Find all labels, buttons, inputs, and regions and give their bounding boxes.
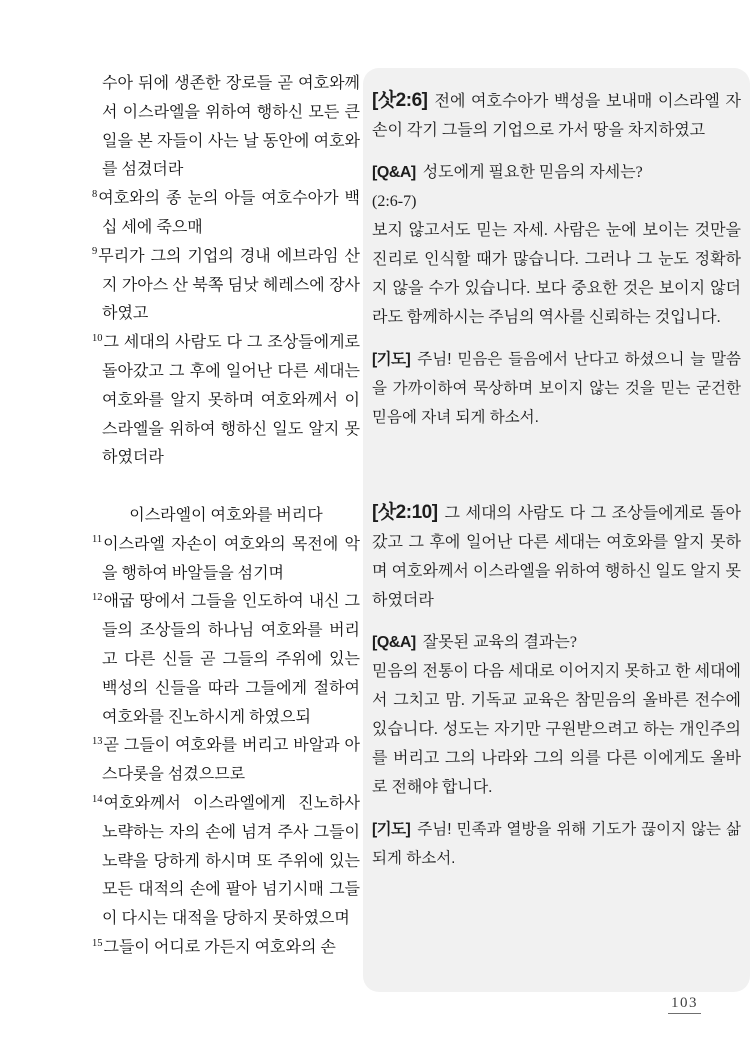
verse-quote-block [372,86,741,145]
qa-question-line [372,158,741,187]
section-heading: 이스라엘이 여호와를 버리다 [129,506,323,524]
verse-paragraph-8 [92,185,360,243]
scripture-column [92,70,360,963]
prayer-block [372,345,741,432]
verse-quote [372,86,741,145]
qa-block [372,628,741,802]
prayer-text: 주님! 민족과 열방을 위해 기도가 끊이지 않는 삶 되게 하소서. [372,821,741,867]
verse-quote-text: 전에 여호수아가 백성을 보내매 이스라엘 자손이 각기 그들의 기업으로 가서 땅을 차지하였고 [372,93,741,139]
verse-paragraph-9 [92,243,360,329]
prayer-block [372,815,741,873]
prayer-tag: [기도] [372,821,411,838]
qa-verse-ref: (2:6-7) [372,193,417,210]
verse-text: 곧 그들이 여호와를 버리고 바알과 아스다롯을 섬겼으므로 [102,737,360,784]
verse-text: 수아 뒤에 생존한 장로들 곧 여호와께서 이스라엘을 위하여 행하신 모든 큰 일을 본 자들이 사는 날 동안에 여호와를 섬겼더라 [102,75,360,179]
verse-quote [372,498,741,615]
verse-number: 12 [92,592,103,604]
verse-number: 9 [92,246,98,258]
verse-paragraph-11 [92,531,360,589]
verse-quote-block [372,498,741,615]
verse-paragraph-15 [92,934,360,963]
verse-quote-text: 그 세대의 사람도 다 그 조상들에게로 돌아갔고 그 후에 일어난 다른 세대는 여호와를 알지 못하며 여호와께서 이스라엘을 위하여 행하신 일도 알지 못하였더라 [372,505,741,609]
verse-number: 13 [92,736,103,747]
verse-text: 그 세대의 사람도 다 그 조상들에게로 돌아갔고 그 후에 일어난 다른 세대는 여호와를 알지 못하며 여호와께서 이스라엘을 위하여 행하신 일도 알지 못하였더라 [102,334,360,467]
qa-answer: 보지 않고서도 믿는 자세. 사람은 눈에 보이는 것만을 진리로 인식할 때가 많습니다. 그러나 그 눈도 정확하지 않을 수가 있습니다. 보다 중요한 것은 보이지 않더라도 함께하시는 주님의 역사를 신뢰하는 것입니다. [372,222,741,326]
prayer-line [372,815,741,873]
verse-text: 그들이 어디로 가든지 여호와의 손 [103,938,336,956]
prayer-line [372,345,741,432]
verse-text: 여호와께서 이스라엘에게 진노하사 노략하는 자의 손에 넘겨 주사 그들이 노략을 당하게 하시며 또 주위에 있는 모든 대적의 손에 팔아 넘기시매 그들이 다시는 대적을 당하지 못하였으며 [102,794,360,928]
verse-number: 14 [92,793,103,805]
qa-tag: [Q&A] [372,164,416,181]
verse-number: 10 [92,332,103,344]
qa-block [372,158,741,332]
qa-tag: [Q&A] [372,634,416,651]
prayer-text: 주님! 믿음은 들음에서 난다고 하셨으니 늘 말씀을 가까이하여 묵상하며 보이지 않는 것을 믿는 굳건한 믿음에 자녀 되게 하소서. [372,351,741,426]
verse-paragraph-12 [92,588,360,732]
verse-number: 15 [92,937,103,949]
verse-paragraph-7cont [92,70,360,185]
qa-answer: 믿음의 전통이 다음 세대로 이어지지 못하고 한 세대에서 그치고 맘. 기독교 교육은 참믿음의 올바른 전수에 있습니다. 성도는 자기만 구원받으려고 하는 개인주의를 버리고 그의 나라와 그의 의를 다른 이에게도 올바로 전해야 합니다. [372,663,741,796]
verse-text: 무리가 그의 기업의 경내 에브라임 산지 가아스 산 북쪽 딤낫 헤레스에 장사하였고 [98,247,360,323]
verse-text: 이스라엘 자손이 여호와의 목전에 악을 행하여 바알들을 섬기며 [102,535,360,582]
qa-question-line [372,628,741,657]
verse-paragraph-13 [92,732,360,790]
page-number: 103 [668,995,701,1014]
verse-paragraph-14 [92,790,360,934]
commentary-group-2-6 [372,86,741,432]
qa-question: 잘못된 교육의 결과는? [422,634,577,651]
verse-number: 11 [92,534,103,546]
verse-text: 애굽 땅에서 그들을 인도하여 내신 그들의 조상들의 하나님 여호와를 버리고 다른 신들 곧 그들의 주위에 있는 백성의 신들을 따라 그들에게 절하여 여호와를 진노하시게 하였으되 [102,593,360,726]
verse-ref-tag: [삿2:6] [372,90,428,111]
qa-question: 성도에게 필요한 믿음의 자세는? [422,164,643,181]
commentary-panel [363,68,750,992]
verse-number: 8 [92,188,98,200]
verse-text: 여호와의 종 눈의 아들 여호수아가 백십 세에 죽으매 [98,190,360,236]
prayer-tag: [기도] [372,351,411,368]
verse-ref-tag: [삿2:10] [372,502,438,523]
commentary-group-2-10 [372,498,741,873]
verse-paragraph-10 [92,329,360,473]
